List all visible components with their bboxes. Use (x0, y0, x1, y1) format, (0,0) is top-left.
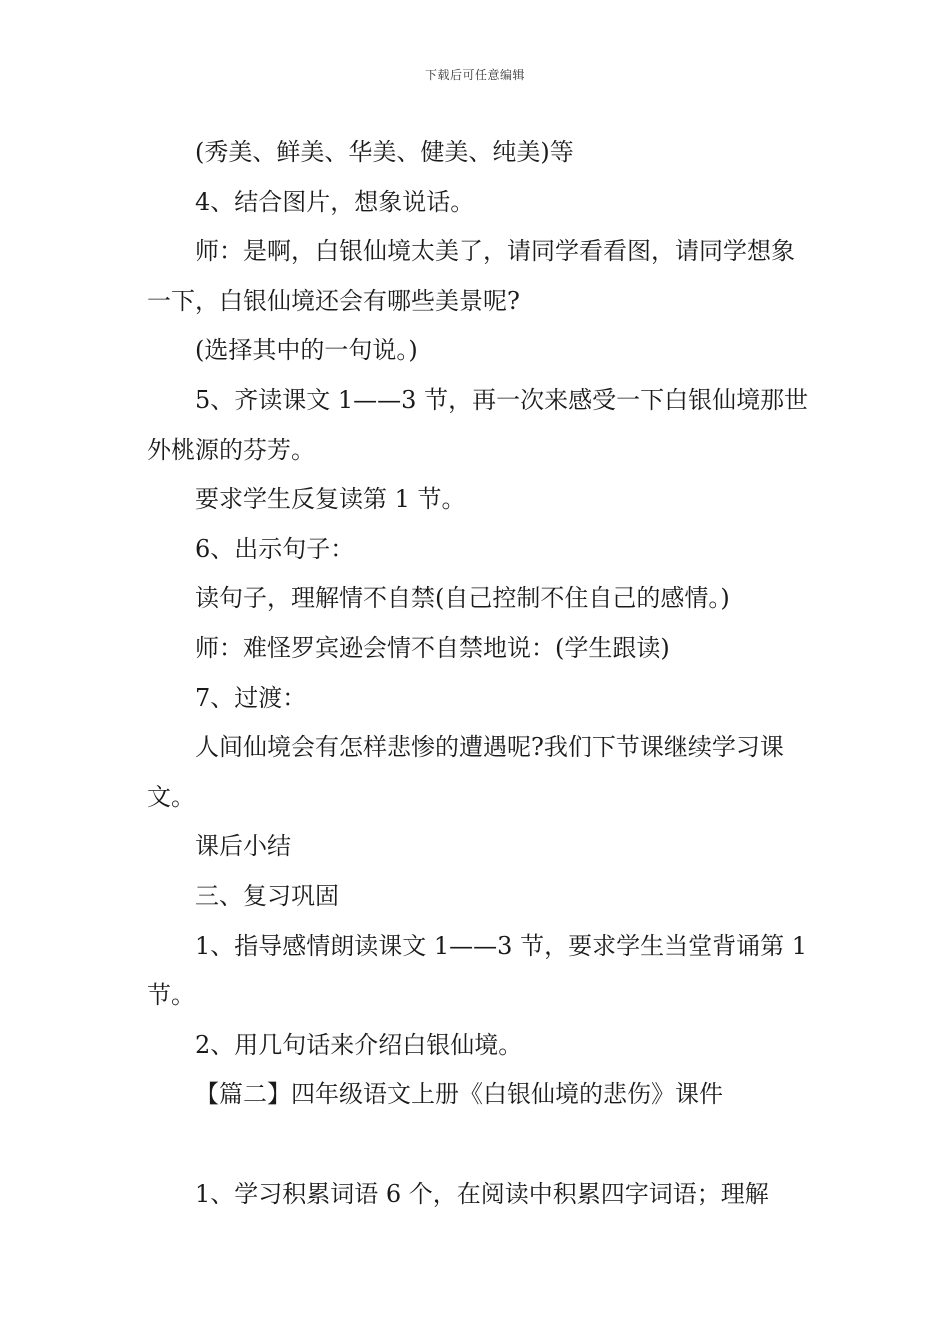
paragraph: 师：是啊，白银仙境太美了，请同学看看图，请同学想象一下，白银仙境还会有哪些美景呢? (147, 237, 795, 315)
paragraph: 6、出示句子： (195, 534, 355, 563)
paragraph: (选择其中的一句说。) (195, 336, 418, 365)
section-heading: 【篇二】四年级语文上册《白银仙境的悲伤》课件 (195, 1080, 723, 1109)
paragraph: 要求学生反复读第 1 节。 (195, 485, 466, 514)
paragraph: 人间仙境会有怎样悲惨的遭遇呢?我们下节课继续学习课文。 (147, 733, 784, 811)
paragraph: 1、学习积累词语 6 个，在阅读中积累四字词语；理解 (195, 1179, 769, 1208)
blank-line (147, 1120, 812, 1170)
paragraph: 1、指导感情朗读课文 1——3 节，要求学生当堂背诵第 1 节。 (147, 931, 815, 1010)
paragraph: 师：难怪罗宾逊会情不自禁地说：(学生跟读) (195, 633, 670, 662)
paragraph: 读句子，理解情不自禁(自己控制不住自己的感情。) (195, 584, 730, 613)
paragraph: 三、复习巩固 (195, 881, 339, 910)
paragraph: 课后小结 (195, 832, 291, 861)
paragraph: 2、用几句话来介绍白银仙境。 (195, 1030, 523, 1059)
paragraph: 4、结合图片，想象说话。 (195, 187, 475, 216)
paragraph: (秀美、鲜美、华美、健美、纯美)等 (195, 138, 574, 166)
paragraph: 7、过渡： (195, 683, 307, 712)
paragraph: 5、齐读课文 1——3 节，再一次来感受一下白银仙境那世外桃源的芬芳。 (147, 385, 809, 464)
page-header: 下载后可任意编辑 (424, 68, 525, 82)
document-body (147, 128, 815, 1219)
